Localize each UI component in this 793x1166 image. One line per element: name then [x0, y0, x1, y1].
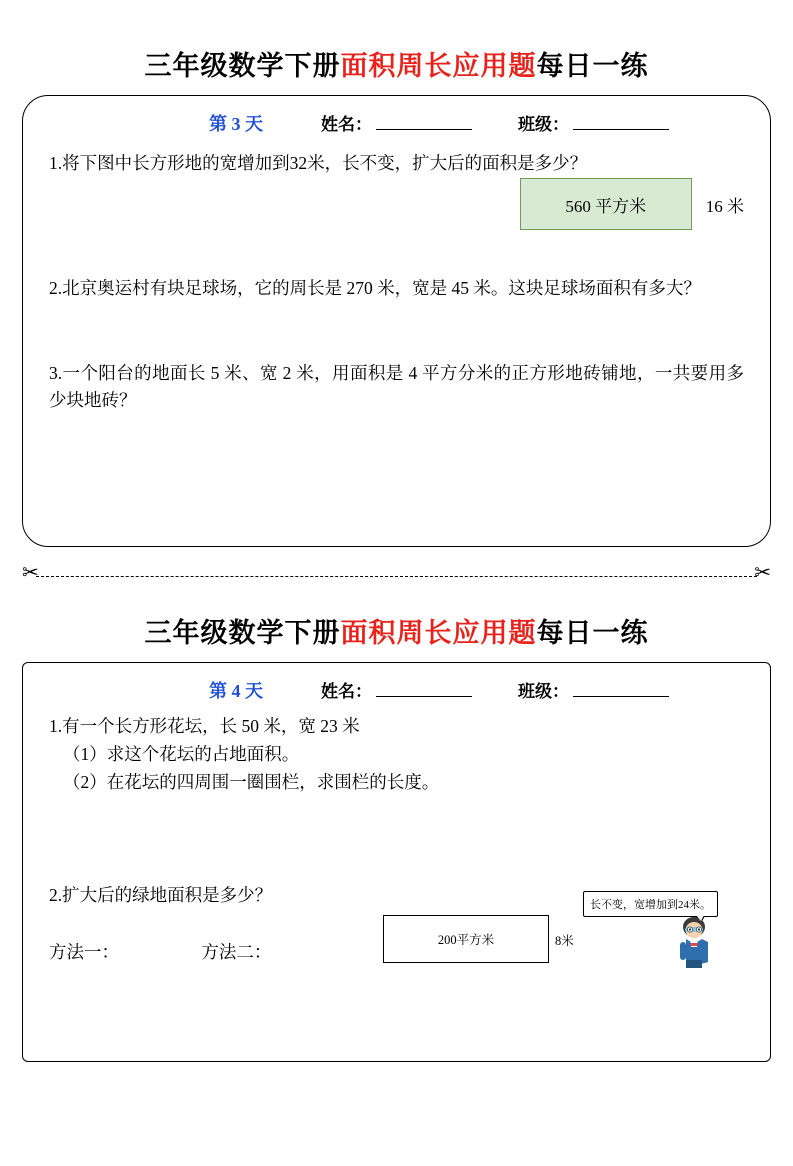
name-input-2[interactable]	[376, 682, 472, 697]
question-1-2: 2.北京奥运村有块足球场，它的周长是 270 米，宽是 45 米。这块足球场面积有多大？	[49, 278, 701, 299]
question-1-3: 3.一个阳台的地面长 5 米、宽 2 米，用面积是 4 平方分米的正方形地砖铺地，一共要用多少块地砖？	[49, 363, 744, 411]
methods-row	[49, 939, 271, 964]
title-prefix-1: 三年级数学下册	[144, 51, 341, 81]
cut-line	[22, 561, 771, 591]
title-highlight-1: 面积周长应用题	[340, 51, 537, 81]
class-label-1: 班级：	[518, 115, 569, 134]
name-label-1: 姓名：	[321, 115, 372, 134]
question-2-1: 1.有一个长方形花坛，长 50 米，宽 23 米	[49, 716, 360, 736]
question-2-1b: （2）在花坛的四周围一圈围栏，求围栏的长度。	[63, 772, 440, 793]
title-highlight-2: 面积周长应用题	[340, 618, 537, 648]
method-one-label: 方法一：	[49, 942, 119, 962]
worksheet-content-1	[23, 96, 770, 546]
question-1-1: 1.将下图中长方形地的宽增加到32米，长不变，扩大后的面积是多少？	[49, 153, 588, 173]
name-input-1[interactable]	[376, 115, 472, 130]
question-2-2: 2.扩大后的绿地面积是多少？	[49, 885, 273, 906]
student-avatar-icon	[673, 913, 715, 969]
worksheet-box-1	[22, 95, 771, 547]
page-title-2	[22, 611, 771, 650]
class-input-1[interactable]	[573, 115, 669, 130]
figure-1	[520, 178, 744, 230]
worksheet-box-2	[22, 662, 771, 1062]
class-input-2[interactable]	[573, 682, 669, 697]
class-label-2: 班级：	[518, 682, 569, 701]
question-2-1a: （1）求这个花坛的占地面积。	[63, 744, 300, 765]
cut-line-dashes	[36, 576, 757, 577]
title-suffix-1: 每日一练	[536, 51, 649, 81]
figure-2-callout: 长不变，宽增加到24米。	[583, 891, 718, 917]
title-suffix-2: 每日一练	[536, 618, 649, 648]
day-label-1: 第 3 天	[209, 114, 263, 134]
worksheet-content-2	[23, 663, 770, 1061]
figure-2	[383, 887, 713, 997]
scissors-left-icon: ✂	[22, 562, 39, 584]
figure-1-area-box: 560 平方米	[520, 178, 692, 230]
title-prefix-2: 三年级数学下册	[144, 618, 341, 648]
worksheet-header-2	[49, 677, 744, 703]
figure-1-side-label: 16 米	[705, 196, 744, 216]
method-two-label: 方法二：	[201, 942, 272, 962]
worksheet-header-1	[49, 110, 744, 136]
page-title-1	[22, 44, 771, 83]
day-label-2: 第 4 天	[209, 681, 263, 701]
figure-2-side-label: 8米	[555, 934, 574, 948]
scissors-right-icon: ✂	[754, 562, 771, 584]
worksheet-page	[0, 44, 793, 1166]
figure-2-area-box: 200平方米	[383, 915, 549, 963]
name-label-2: 姓名：	[321, 682, 372, 701]
